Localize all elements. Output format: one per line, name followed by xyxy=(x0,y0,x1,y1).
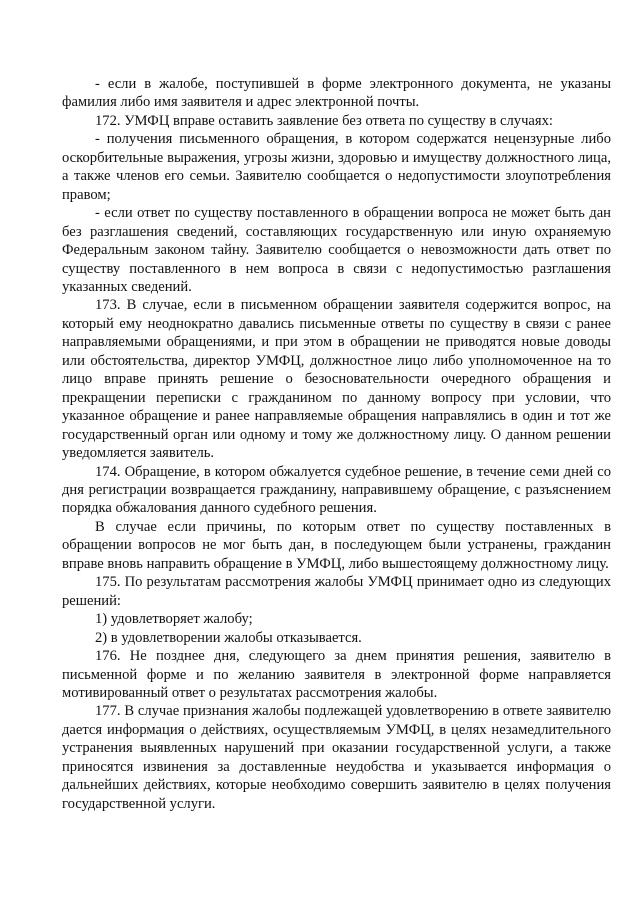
document-page xyxy=(62,75,611,813)
paragraph-clause-175: 175. По результатам рассмотрения жалобы УМФЦ принимает одно из следующих решений: xyxy=(62,574,611,609)
paragraph-decision-1: 1) удовлетворяет жалобу; xyxy=(95,611,253,628)
paragraph-clause-176: 176. Не позднее дня, следующего за днем принятия решения, заявителю в письменной форме и по желанию заявителя в электронной форме направляется мотивированный ответ о результатах рассмотрения жалобы. xyxy=(62,648,611,701)
paragraph-clause-173: 173. В случае, если в письменном обращении заявителя содержится вопрос, на который ему неоднократно давались письменные ответы по существу в связи с ранее направляемыми обращениями, и при этом в обращении не приводятся новые доводы или обстоятельства, директор УМФЦ, должностное лицо либо уполномоченное на то лицо вправе принять решение о безосновательности очередного обращения и прекращении переписки с гражданином по данному вопросу при условии, что указанное обращение и ранее направляемые обращения направлялись в один и тот же государственный орган или одному и тому же должностному лицу. О данном решении уведомляется заявитель. xyxy=(62,297,611,462)
paragraph-item-secret: - если ответ по существу поставленного в обращении вопроса не может быть дан без разглашения сведений, составляющих государственную или иную охраняемую Федеральным законом тайну. Заявителю сообщается о невозможности дать ответ по существу поставленного в нем вопроса в связи с недопустимостью разглашения указанных сведений. xyxy=(62,205,611,295)
paragraph-clause-177: 177. В случае признания жалобы подлежащей удовлетворению в ответе заявителю дается информация о действиях, осуществляемым УМФЦ, в целях незамедлительного устранения выявленных нарушений при оказании государственной услуги, а также приносятся извинения за доставленные неудобства и указывается информация о дальнейших действиях, которые необходимо совершить заявителю в целях получения государственной услуги. xyxy=(62,703,611,812)
paragraph-decision-2: 2) в удовлетворении жалобы отказывается. xyxy=(95,629,362,646)
paragraph-clause-172: 172. УМФЦ вправе оставить заявление без ответа по существу в случаях: xyxy=(95,112,553,129)
paragraph-clause-174-cont: В случае если причины, по которым ответ по существу поставленных в обращении вопросов не мог быть дан, в последующем были устранены, гражданин вправе вновь направить обращение в УМФЦ, либо вышестоящему должностному лицу. xyxy=(62,518,611,572)
paragraph-clause-174: 174. Обращение, в котором обжалуется судебное решение, в течение семи дней со дня регистрации возвращается гражданину, направившему обращение, с разъяснением порядка обжалования данного судебного решения. xyxy=(62,463,611,517)
paragraph-item-absent-name: - если в жалобе, поступившей в форме электронного документа, не указаны фамилия либо имя заявителя и адрес электронной почты. xyxy=(62,76,611,111)
paragraph-item-obscene: - получения письменного обращения, в котором содержатся нецензурные либо оскорбительные выражения, угрозы жизни, здоровью и имуществу должностного лица, а также членов его семьи. Заявителю сообщается о недопустимости злоупотребления правом; xyxy=(62,131,611,203)
